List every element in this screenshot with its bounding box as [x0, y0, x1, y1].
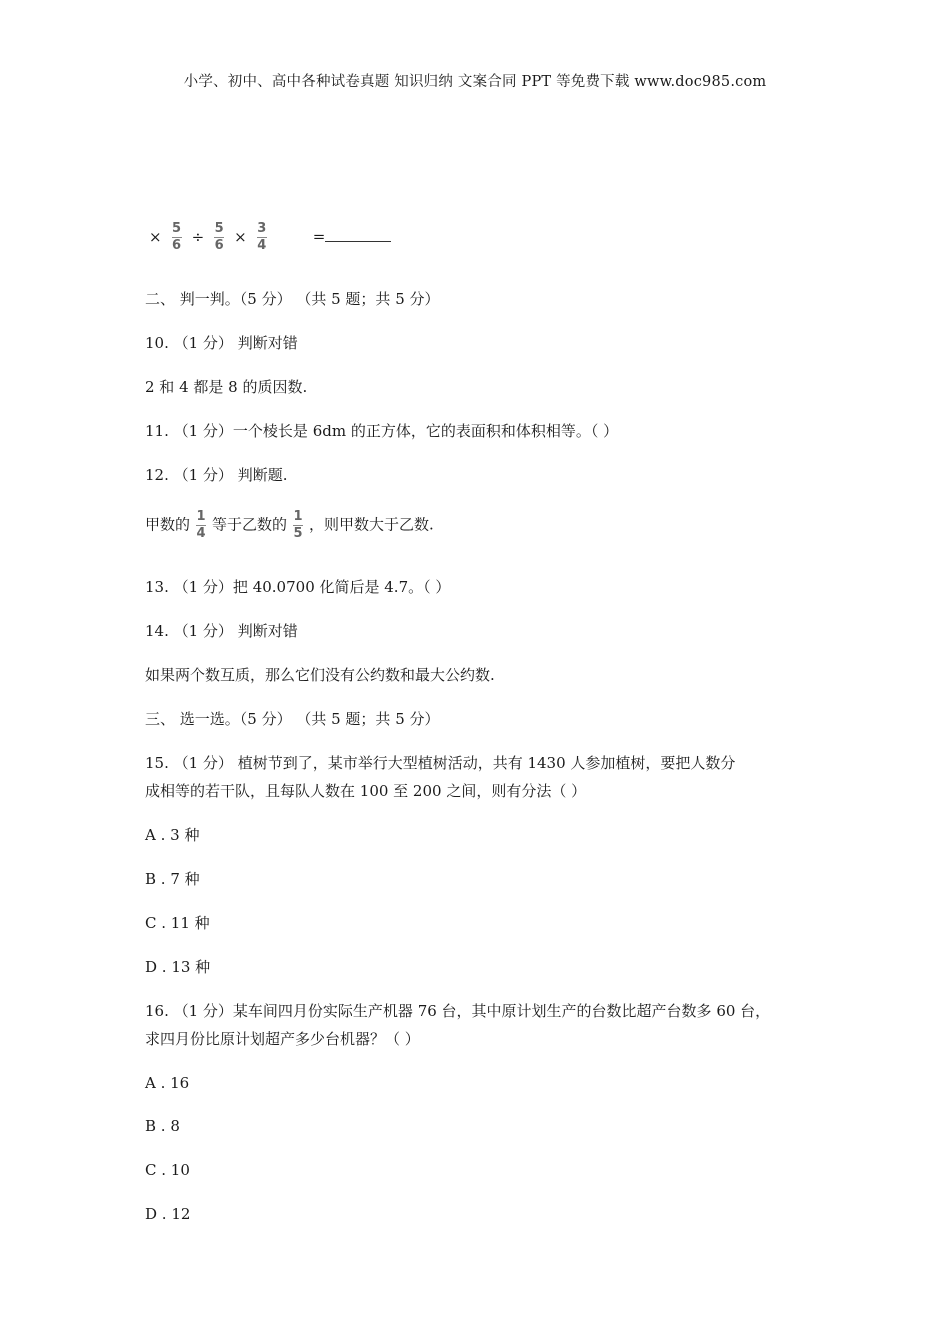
question-15-option-c[interactable]: C . 11 种 [145, 914, 210, 932]
question-16-line1: 16. （1 分）某车间四月份实际生产机器 76 台，其中原计划生产的台数比超产台数多 60 台， [145, 1002, 771, 1020]
question-12-head: 12. （1 分） 判断题. [145, 466, 288, 484]
fraction: $\frac{5}{6}$ [214, 221, 224, 254]
question-16-option-a[interactable]: A . 16 [145, 1074, 190, 1092]
page-header: 小学、初中、高中各种试卷真题 知识归纳 文案合同 PPT 等免费下载 www.doc985.com [183, 74, 767, 90]
question-10-body: 2 和 4 都是 8 的质因数. [145, 378, 308, 396]
times-sign: × [234, 227, 247, 246]
question-16-option-d[interactable]: D . 12 [145, 1205, 191, 1223]
question-15-line2: 成相等的若干队，且每队人数在 100 至 200 之间，则有分法（ ） [145, 782, 587, 800]
question-16-line2: 求四月份比原计划超产多少台机器？（ ） [145, 1030, 420, 1048]
question-10-head: 10. （1 分） 判断对错 [145, 334, 298, 352]
calc-expression [145, 222, 391, 253]
divide-sign: ÷ [191, 227, 205, 246]
question-15-option-a[interactable]: A . 3 种 [145, 826, 200, 844]
question-11: 11. （1 分）一个棱长是 6dm 的正方体，它的表面积和体积相等。（ ） [145, 422, 619, 440]
fraction: $\frac{1}{5}$ [293, 509, 303, 542]
question-16-option-b[interactable]: B . 8 [145, 1117, 180, 1135]
question-15-option-d[interactable]: D . 13 种 [145, 958, 211, 976]
question-15-line1: 15. （1 分） 植树节到了，某市举行大型植树活动，共有 1430 人参加植树，要把人数分 [145, 754, 736, 772]
fraction: $\frac{5}{6}$ [172, 221, 182, 254]
question-14-head: 14. （1 分） 判断对错 [145, 622, 298, 640]
question-16-option-c[interactable]: C . 10 [145, 1161, 190, 1179]
fraction: $\frac{1}{4}$ [196, 509, 206, 542]
section-2-title: 二、 判一判。（5 分） （共 5 题；共 5 分） [145, 290, 440, 308]
fraction: $\frac{3}{4}$ [257, 221, 267, 254]
answer-blank[interactable] [325, 227, 391, 242]
times-sign: × [149, 227, 162, 246]
question-14-body: 如果两个数互质，那么它们没有公约数和最大公约数. [145, 666, 495, 684]
question-13: 13. （1 分）把 40.0700 化简后是 4.7。（ ） [145, 578, 451, 596]
section-3-title: 三、 选一选。（5 分） （共 5 题；共 5 分） [145, 710, 440, 728]
question-15-option-b[interactable]: B . 7 种 [145, 870, 200, 888]
equals-sign: = [312, 227, 326, 246]
question-12-body: 甲数的 $\frac{1}{4}$ 等于乙数的 $\frac{1}{5}$ ，则甲数大于乙数. [145, 509, 434, 542]
